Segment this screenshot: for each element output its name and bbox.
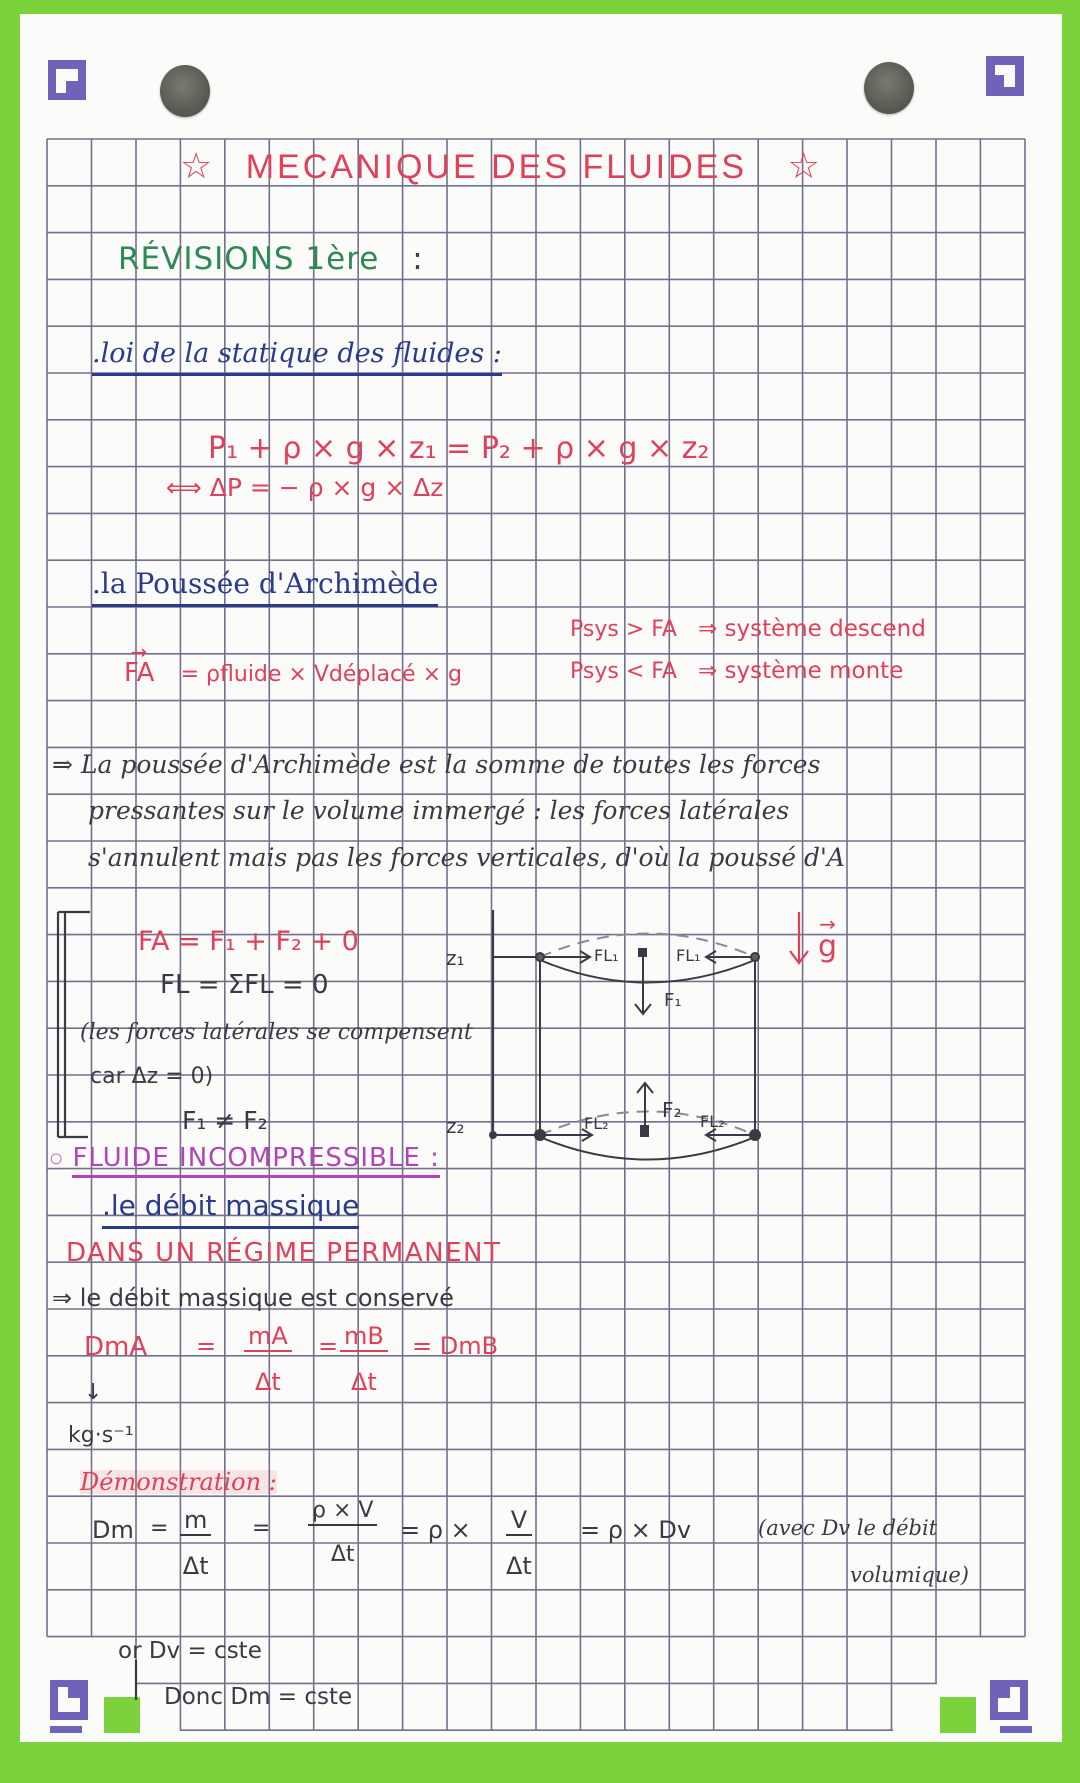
- statique-heading: [92, 340, 502, 367]
- demo-fraction-2: [308, 1500, 377, 1566]
- down-arrow-icon: ↓: [84, 1380, 103, 1405]
- dma-equals-2: =: [318, 1332, 339, 1360]
- page-title: MECANIQUE DES FLUIDES: [245, 148, 748, 186]
- bullet-icon: ○: [50, 1150, 64, 1167]
- demo-dm: Dm: [92, 1516, 134, 1544]
- box-line-2: FL = ΣFL = 0: [160, 970, 329, 1000]
- demo-equals-3: = ρ ×: [400, 1516, 471, 1544]
- fraction-ma: [244, 1324, 292, 1394]
- demo-note-line-1: (avec Dv le débit: [758, 1516, 938, 1540]
- dmb-label: = DmB: [412, 1332, 499, 1360]
- page-title-row: [180, 145, 823, 186]
- fa-vector: → FA: [124, 660, 154, 686]
- fraction-ma-denominator: Δt: [254, 1368, 281, 1396]
- archimede-condition-1: [570, 618, 926, 641]
- unit-kg-per-s: kg·s⁻¹: [68, 1423, 134, 1448]
- debit-massique-heading: [102, 1189, 360, 1222]
- cond2-lhs: Psys < FA: [570, 659, 677, 684]
- box-line-3: (les forces latérales se compensent: [80, 1020, 473, 1045]
- demo-fraction-1: [180, 1508, 211, 1578]
- demo-donc-line: Donc Dm = cste: [164, 1684, 353, 1710]
- label-z2: z₂: [446, 1114, 465, 1138]
- archimede-heading: [92, 567, 439, 600]
- archimede-formula: [124, 660, 462, 686]
- demo-f2-numerator: ρ × V: [308, 1500, 377, 1526]
- archimede-explanation-line-2: pressantes sur le volume immergé : les forces latérales: [88, 796, 790, 825]
- incompressible-heading-text: FLUIDE INCOMPRESSIBLE :: [72, 1143, 439, 1178]
- debit-massique-heading-text: .le débit massique: [102, 1189, 359, 1229]
- demo-note-line-2: volumique): [850, 1563, 969, 1587]
- demo-f3-denominator: Δt: [506, 1552, 532, 1580]
- archimede-condition-2: [570, 660, 903, 683]
- diagram-label-f2: F₂: [662, 1098, 682, 1122]
- diagram-label-fl2-left: FL₂: [584, 1114, 609, 1133]
- demo-f1-numerator: m: [180, 1508, 211, 1536]
- diagram-label-fl2-right: FL₂: [700, 1112, 725, 1131]
- archimede-heading-text: .la Poussée d'Archimède: [92, 567, 438, 607]
- star-left-icon: ☆: [180, 145, 216, 186]
- demonstration-heading: Démonstration :: [80, 1468, 277, 1496]
- demo-fraction-3: [506, 1508, 532, 1578]
- demo-or-line: or Dv = cste: [118, 1638, 262, 1664]
- demo-f1-denominator: Δt: [182, 1552, 209, 1580]
- box-line-4: car Δz = 0): [90, 1064, 214, 1089]
- fraction-mb: [340, 1324, 388, 1394]
- revisions-heading-row: [118, 241, 424, 277]
- incompressible-heading: [50, 1145, 440, 1171]
- archimede-formula-rhs: = ρfluide × Vdéplacé × g: [180, 662, 462, 687]
- fraction-mb-denominator: Δt: [351, 1368, 377, 1396]
- demo-equals-1: =: [150, 1516, 169, 1541]
- g-vector: → g: [818, 932, 837, 962]
- dma-label: DmA: [84, 1332, 148, 1362]
- star-right-icon: ☆: [787, 145, 823, 186]
- label-z1: z₁: [446, 946, 465, 970]
- debit-conserve-statement: ⇒ le débit massique est conservé: [52, 1284, 454, 1312]
- diagram-label-fl1-left: FL₁: [594, 946, 619, 965]
- fraction-mb-numerator: mB: [340, 1324, 388, 1352]
- statique-eq1: P₁ + ρ × g × z₁ = P₂ + ρ × g × z₂: [208, 431, 710, 466]
- archimede-explanation-line-3: s'annulent mais pas les forces verticales, d'où la poussé d'A: [88, 843, 845, 872]
- demo-f2-denominator: Δt: [330, 1542, 355, 1567]
- demo-equals-2: =: [252, 1516, 271, 1541]
- regime-permanent: DANS UN RÉGIME PERMANENT: [66, 1238, 502, 1268]
- revisions-colon: :: [412, 241, 424, 277]
- diagram-label-f1: F₁: [664, 990, 682, 1011]
- diagram-label-fl1-right: FL₁: [676, 946, 701, 965]
- gravity-vector-label: [818, 929, 838, 964]
- archimede-explanation-line-1: ⇒ La poussée d'Archimède est la somme de toutes les forces: [52, 750, 821, 779]
- demo-equals-4: = ρ × Dv: [580, 1516, 692, 1544]
- cond1-rhs: ⇒ système descend: [697, 616, 926, 642]
- statique-heading-text: .loi de la statique des fluides :: [92, 338, 502, 376]
- fraction-ma-numerator: mA: [244, 1324, 292, 1352]
- cond1-lhs: Psys > FA: [570, 617, 677, 642]
- demo-f3-numerator: V: [506, 1508, 532, 1536]
- dma-equals-1: =: [196, 1332, 217, 1360]
- revisions-heading: RÉVISIONS 1ère: [118, 241, 380, 277]
- cond2-rhs: ⇒ système monte: [697, 658, 904, 684]
- box-line-5: F₁ ≠ F₂: [182, 1106, 268, 1135]
- statique-eq2: ⟺ ΔP = − ρ × g × Δz: [166, 473, 444, 502]
- box-line-1: FA = F₁ + F₂ + 0: [138, 926, 359, 957]
